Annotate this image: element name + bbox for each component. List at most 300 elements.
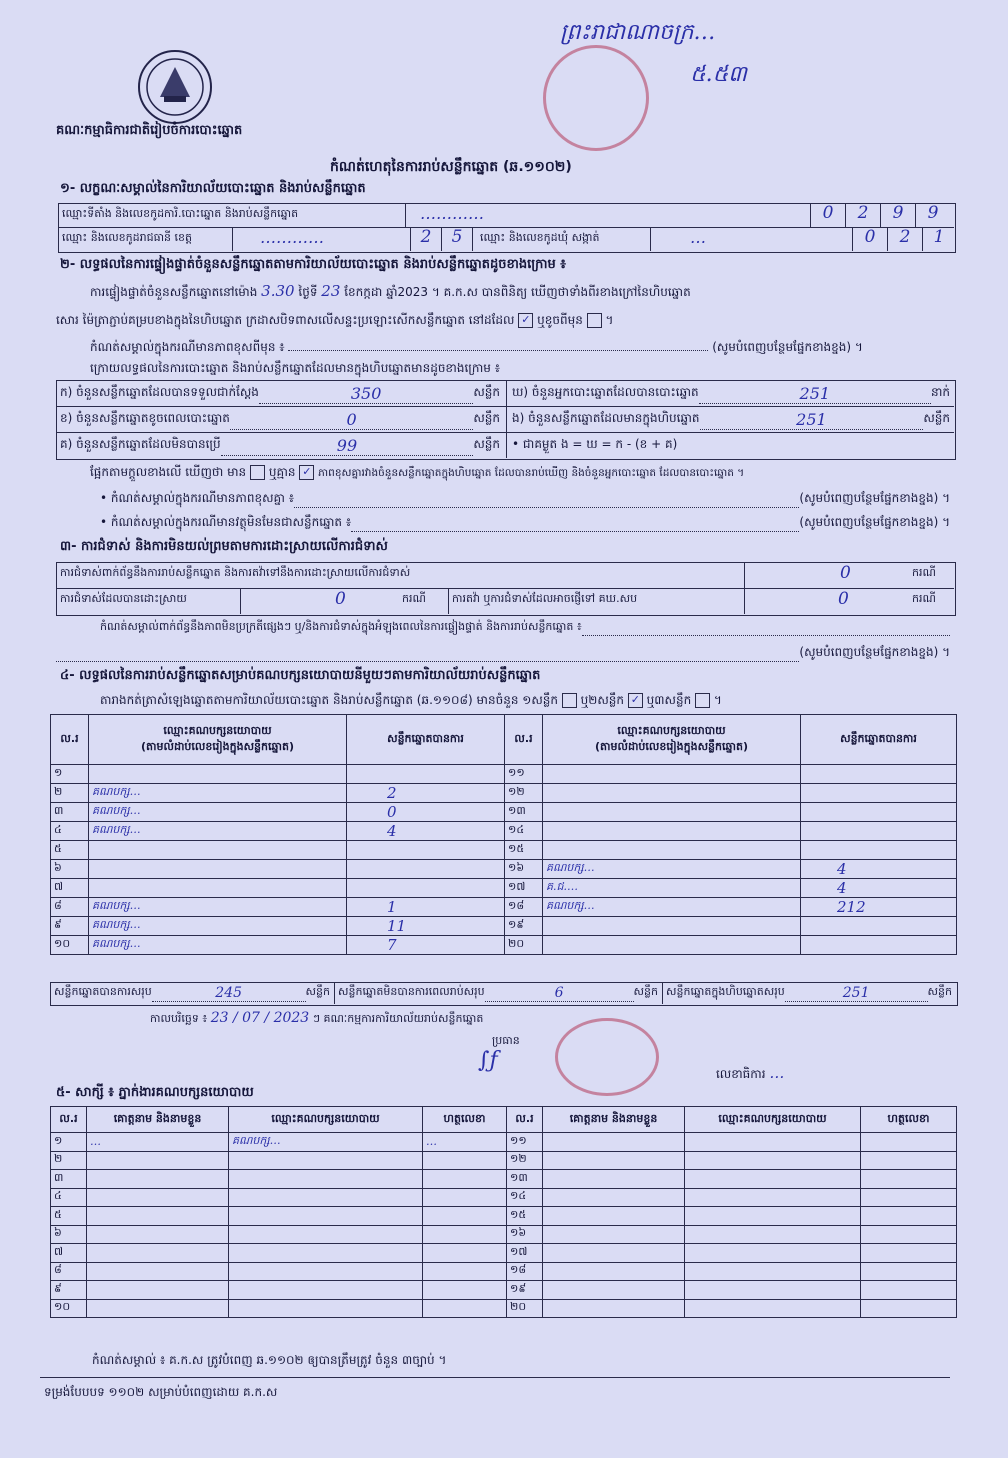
witness-name bbox=[87, 1170, 229, 1189]
nec-emblem-icon bbox=[140, 52, 210, 122]
table-row bbox=[51, 1207, 957, 1226]
objection-label: ការជំទាស់ពាក់ព័ន្ធនឹងការរាប់សន្លឹកឆ្នោត និងការតវ៉ាទៅនឹងការដោះស្រាយលើការជំទាស់ bbox=[60, 566, 411, 579]
row-no: ៣ bbox=[51, 803, 89, 822]
item-d-unit: នាក់ bbox=[930, 385, 950, 399]
party-name: គណបក្ស… bbox=[89, 784, 347, 803]
col-party-left-title: ឈ្មោះគណបក្សនយោបាយ bbox=[163, 723, 272, 737]
party-name: គណបក្ស… bbox=[543, 898, 801, 917]
votes: 4 bbox=[347, 822, 505, 841]
table-row bbox=[51, 1299, 957, 1318]
witness-sign bbox=[861, 1225, 957, 1244]
form-title: កំណត់ហេតុនៃការរាប់សន្លឹកឆ្នោត (ឆ.១១០២) bbox=[330, 159, 572, 175]
witness-sign bbox=[861, 1170, 957, 1189]
witness-name bbox=[543, 1170, 685, 1189]
table-row bbox=[51, 917, 957, 936]
witness-party bbox=[229, 1299, 423, 1318]
row-no: ១ bbox=[51, 1133, 87, 1152]
bullet2-label: • កំណត់សម្គាល់ក្នុងករណីមានវត្ថុមិនមែនជាសន្លឹកឆ្នោត ៖ bbox=[100, 515, 352, 529]
item-d-value: 251 bbox=[699, 384, 931, 404]
station-label: ឈ្មោះទីតាំង និងលេខកូដការិ.បោះឆ្នោត និងរាប់សន្លឹកឆ្នោត bbox=[62, 207, 299, 220]
table-row bbox=[51, 1188, 957, 1207]
footnote: កំណត់សម្គាល់ ៖ គ.ក.ស ត្រូវបំពេញ ឆ.១១០២ ឲ្យបានត្រឹមត្រូវ ចំនួន ៣ច្បាប់ ។ bbox=[92, 1353, 447, 1367]
total-valid-value: 245 bbox=[152, 985, 306, 1002]
intro-b: ថ្ងៃទី bbox=[298, 285, 318, 299]
table-row bbox=[51, 803, 957, 822]
row-no: ១៧ bbox=[507, 1244, 543, 1263]
row-no: ១០ bbox=[51, 936, 89, 955]
witness-sign bbox=[423, 1225, 507, 1244]
witness-party bbox=[685, 1299, 861, 1318]
row-no: ៩ bbox=[51, 917, 89, 936]
party-name: គណបក្ស… bbox=[89, 917, 347, 936]
witness-party bbox=[685, 1262, 861, 1281]
section3-note-line2 bbox=[56, 644, 950, 662]
witness-sign bbox=[423, 1170, 507, 1189]
result-row-line1 bbox=[56, 406, 954, 407]
table-row bbox=[51, 1281, 957, 1300]
votes: 1 bbox=[347, 898, 505, 917]
witness-party bbox=[229, 1151, 423, 1170]
col-party-right-sub: (តាមលំដាប់លេខរៀងក្នុងសន្លឹកឆ្នោត) bbox=[595, 739, 748, 753]
handwritten-top-2: ៥.៥៣ bbox=[690, 62, 747, 87]
note-prev-label: កំណត់សម្គាល់ក្នុងករណីមានភាពខុសពីមុន ៖ bbox=[90, 340, 285, 354]
votes: 7 bbox=[347, 936, 505, 955]
note-prev-fill: (សូមបំពេញបន្ថែមផ្នែកខាងខ្នង) ។ bbox=[712, 340, 863, 354]
row-no: ១៤ bbox=[507, 1188, 543, 1207]
section2-intro-line1 bbox=[90, 282, 691, 302]
total-invalid-value: 6 bbox=[485, 985, 634, 1002]
row-no: ១៣ bbox=[505, 803, 543, 822]
president-label: ប្រធាន bbox=[492, 1034, 520, 1047]
official-stamp-bottom bbox=[555, 1018, 659, 1096]
table-row bbox=[51, 822, 957, 841]
results-body bbox=[51, 765, 957, 955]
intro-d: សោរ ម៉ៃត្រាភ្ជាប់គម្របខាងក្នុងនៃហិបឆ្នោត ក្រដាសបិទពាសលើសន្ទះប្រឡោះសើកសន្លឹកឆ្នោត នៅដដែល bbox=[56, 313, 515, 327]
item-b-label: ខ) ចំនួនសន្លឹកឆ្នោតខូចពេលបោះឆ្នោត bbox=[60, 411, 230, 425]
item-d-label: ឃ) ចំនួនអ្នកបោះឆ្នោតដែលបានបោះឆ្នោត bbox=[512, 385, 699, 399]
col-no-right: ល.រ bbox=[505, 715, 543, 765]
row-no: ២០ bbox=[507, 1299, 543, 1318]
party-name: គណបក្ស… bbox=[89, 822, 347, 841]
result-intro: ក្រោយលទ្ធផលនៃការបោះឆ្នោត និងរាប់សន្លឹកឆ្នោតដែលមានក្នុងហិបឆ្នោតមានដូចខាងក្រោម ៖ bbox=[90, 361, 500, 375]
row-no: ៨ bbox=[51, 898, 89, 917]
votes: 4 bbox=[801, 879, 957, 898]
day-value: 23 bbox=[321, 282, 341, 300]
row-no: ១៨ bbox=[507, 1262, 543, 1281]
witness-sign bbox=[861, 1262, 957, 1281]
item-e-value: 251 bbox=[700, 410, 924, 430]
footer-rule bbox=[40, 1377, 950, 1378]
commune-code-digit: 0 bbox=[852, 227, 887, 251]
section3-note-dots bbox=[582, 620, 950, 636]
witness-name bbox=[543, 1262, 685, 1281]
section3-heading: ៣- ការជំទាស់ និងការមិនយល់ព្រមតាមការដោះស្រាយលើការជំទាស់ bbox=[60, 539, 388, 554]
table-row bbox=[51, 765, 957, 784]
commission-name: គណៈកម្មាធិការជាតិរៀបចំការបោះឆ្នោត bbox=[56, 123, 243, 138]
w-col-no-right: ល.រ bbox=[507, 1107, 543, 1133]
station-code-digit: 0 bbox=[810, 203, 845, 227]
witness-name bbox=[87, 1244, 229, 1263]
commune-code-digit: 2 bbox=[887, 227, 922, 251]
witness-name bbox=[87, 1299, 229, 1318]
total-valid-unit: សន្លឹក bbox=[305, 985, 330, 998]
date-value: 23 / 07 / 2023 bbox=[210, 1010, 310, 1026]
witness-sign bbox=[423, 1281, 507, 1300]
votes: 11 bbox=[347, 917, 505, 936]
item-c bbox=[60, 436, 500, 456]
witness-name bbox=[543, 1244, 685, 1263]
province-code-boxes bbox=[410, 227, 473, 251]
votes bbox=[801, 936, 957, 955]
result-row-line2 bbox=[56, 432, 954, 433]
party-name bbox=[543, 936, 801, 955]
table-row bbox=[51, 1151, 957, 1170]
appeal-value: 0 bbox=[838, 589, 849, 609]
totals-sep2 bbox=[662, 982, 663, 1004]
commune-code-digit: 1 bbox=[922, 227, 955, 251]
row-no: ១២ bbox=[507, 1151, 543, 1170]
total-box-unit: សន្លឹក bbox=[927, 985, 952, 998]
table-row bbox=[51, 1133, 957, 1152]
section4-intro-text: តារាងកត់ត្រាសំឡេងឆ្នោតតាមការិយាល័យបោះឆ្នោត និងរាប់សន្លឹកឆ្នោត (ឆ.១១០៨) មានចំនួន ១សន្លឹក bbox=[100, 693, 558, 707]
date-label: កាលបរិច្ឆេទ ៖ bbox=[150, 1012, 208, 1025]
three-sheet-checkbox[interactable] bbox=[695, 693, 710, 708]
compare-a: ផ្អែកតាមក្តួលខាងលើ ឃើញថា មាន bbox=[90, 465, 247, 479]
item-d bbox=[512, 384, 950, 404]
objection-value: 0 bbox=[840, 563, 851, 583]
item-b bbox=[60, 410, 500, 430]
party-name bbox=[89, 765, 347, 784]
nec-logo bbox=[138, 50, 212, 124]
witness-sign bbox=[861, 1188, 957, 1207]
section2-intro-line2: សោរ ម៉ៃត្រាភ្ជាប់គម្របខាងក្នុងនៃហិបឆ្នោត ក្រដាសបិទពាសលើសន្ទះប្រឡោះសើកសន្លឹកឆ្នោត នៅដដែល ✓ ឬខូចពីមុន ។ bbox=[56, 313, 614, 327]
witness-party bbox=[229, 1188, 423, 1207]
handwritten-top-1: ព្រះរាជាណាចក្រ… bbox=[560, 20, 716, 45]
table-row bbox=[51, 1170, 957, 1189]
row-no: ១២ bbox=[505, 784, 543, 803]
row-no: ១៤ bbox=[505, 822, 543, 841]
votes: 2 bbox=[347, 784, 505, 803]
resolved-sep2 bbox=[448, 588, 449, 614]
section1-heading: ១- លក្ខណៈសម្គាល់នៃការិយាល័យបោះឆ្នោត និងរាប់សន្លឹកឆ្នោត bbox=[60, 181, 366, 196]
compare-line bbox=[90, 464, 960, 482]
party-name bbox=[543, 784, 801, 803]
party-name bbox=[543, 765, 801, 784]
party-name bbox=[543, 803, 801, 822]
total-valid bbox=[54, 985, 330, 1002]
votes bbox=[801, 822, 957, 841]
station-code-digit: 2 bbox=[845, 203, 880, 227]
appeal-label: ការតវ៉ា ឬការជំទាស់ដែលអាចផ្ញើទៅ គឃ.សប bbox=[452, 592, 638, 605]
votes bbox=[801, 803, 957, 822]
row-no: ១៩ bbox=[507, 1281, 543, 1300]
row-no: ១៩ bbox=[505, 917, 543, 936]
witness-name bbox=[543, 1133, 685, 1152]
section3-note-fill: (សូមបំពេញបន្ថែមផ្នែកខាងខ្នង) ។ bbox=[799, 645, 950, 659]
secretary-name: … bbox=[769, 1064, 785, 1082]
resolved-sep bbox=[240, 588, 241, 614]
two-sheet-label: ឬ២សន្លឹក bbox=[580, 693, 625, 707]
w-col-name-left: គោត្តនាម និងនាមខ្លួន bbox=[87, 1107, 229, 1133]
witness-sign bbox=[423, 1151, 507, 1170]
party-name: គណបក្ស… bbox=[89, 936, 347, 955]
secretary-label: លេខាធិការ bbox=[716, 1067, 766, 1081]
item-e-unit: សន្លឹក bbox=[923, 411, 950, 425]
section3-row-line bbox=[56, 588, 954, 589]
witness-name bbox=[87, 1207, 229, 1226]
row-no: ២ bbox=[51, 1151, 87, 1170]
w-col-name-right: គោត្តនាម និងនាមខ្លួន bbox=[543, 1107, 685, 1133]
section3-note-label: កំណត់សម្គាល់ពាក់ព័ន្ធនឹងភាពមិនប្រក្រតីផ្សេងៗ ឬ/និងការជំទាស់ក្នុងអំឡុងពេលនៃការផ្ទៀងផ្ទាត់ និងការរាប់សន្លឹកឆ្នោត ៖ bbox=[100, 620, 582, 633]
row-no: ១១ bbox=[507, 1133, 543, 1152]
witness-name bbox=[543, 1299, 685, 1318]
section5-heading: ៥- សាក្សី ៖ ភ្នាក់ងារគណបក្សនយោបាយ bbox=[56, 1085, 254, 1100]
no-difference-checkbox[interactable]: ✓ bbox=[299, 465, 314, 480]
result-col-sep bbox=[506, 380, 507, 458]
col-party-right bbox=[543, 715, 801, 765]
item-a-label: ក) ចំនួនសន្លឹកឆ្នោតដែលបានទទួលជាក់ស្តែង bbox=[60, 385, 259, 399]
witness-name bbox=[87, 1281, 229, 1300]
item-c-label: គ) ចំនួនសន្លឹកឆ្នោតដែលមិនបានប្រើ bbox=[60, 437, 221, 451]
section4-intro: តារាងកត់ត្រាសំឡេងឆ្នោតតាមការិយាល័យបោះឆ្នោត និងរាប់សន្លឹកឆ្នោត (ឆ.១១០៨) មានចំនួន ១សន្លឹក ឬ២សន្លឹក ✓ ឬ៣សន្លឹក ។ bbox=[100, 693, 722, 707]
row-no: ១៨ bbox=[505, 898, 543, 917]
party-name bbox=[89, 879, 347, 898]
w-col-party-right: ឈ្មោះគណបក្សនយោបាយ bbox=[685, 1107, 861, 1133]
witness-name bbox=[87, 1262, 229, 1281]
compare-b: ឬគ្មាន bbox=[268, 465, 296, 479]
section1-divider bbox=[58, 227, 954, 228]
witness-party bbox=[229, 1262, 423, 1281]
witness-name: … bbox=[87, 1133, 229, 1152]
votes bbox=[801, 765, 957, 784]
votes bbox=[347, 860, 505, 879]
witness-name bbox=[87, 1188, 229, 1207]
intro-a: ការផ្ទៀងផ្ទាត់ចំនួនសន្លឹកឆ្នោតនៅម៉ោង bbox=[90, 285, 258, 299]
station-code-digit: 9 bbox=[915, 203, 950, 227]
station-code-boxes bbox=[810, 203, 950, 227]
bullet1-line bbox=[100, 490, 950, 508]
witness-name bbox=[87, 1151, 229, 1170]
totals-sep1 bbox=[334, 982, 335, 1004]
item-c-value: 99 bbox=[221, 436, 474, 456]
three-sheet-label: ឬ៣សន្លឹក bbox=[646, 693, 692, 707]
form-note: ទម្រង់បែបបទ ១១០២ សម្រាប់បំពេញដោយ គ.ក.ស bbox=[44, 1385, 278, 1399]
party-name: គ.ជ.… bbox=[543, 879, 801, 898]
col-no-left: ល.រ bbox=[51, 715, 89, 765]
party-name bbox=[89, 860, 347, 879]
commune-sep bbox=[650, 227, 651, 251]
section3-note bbox=[100, 620, 950, 636]
official-stamp-top bbox=[543, 45, 649, 151]
intact-checkbox[interactable]: ✓ bbox=[518, 313, 533, 328]
total-invalid-label: សន្លឹកឆ្នោតមិនបានការពេលរាប់សរុប bbox=[338, 985, 485, 998]
witness-name bbox=[543, 1207, 685, 1226]
appeal-unit: ករណី bbox=[912, 592, 936, 605]
w-col-sign-left: ហត្ថលេខា bbox=[423, 1107, 507, 1133]
witness-party bbox=[685, 1188, 861, 1207]
note-prev-dots bbox=[288, 350, 708, 351]
table-row bbox=[51, 860, 957, 879]
damaged-checkbox[interactable] bbox=[587, 313, 602, 328]
witness-party bbox=[685, 1151, 861, 1170]
col-party-right-title: ឈ្មោះគណបក្សនយោបាយ bbox=[617, 723, 726, 737]
bullet1-dots bbox=[294, 490, 799, 508]
station-name-value: ………… bbox=[420, 204, 484, 223]
witness-party bbox=[229, 1244, 423, 1263]
witness-sign bbox=[423, 1188, 507, 1207]
row-no: ៤ bbox=[51, 1188, 87, 1207]
row-no: ៦ bbox=[51, 860, 89, 879]
compare-c: ភាពខុសគ្នារវាងចំនួនសន្លឹកឆ្នោតក្នុងហិបឆ្នោត ដែលបានរាប់ឃើញ និងចំនួនអ្នកបោះឆ្នោត ដែលបានបោះឆ្នោត ។ bbox=[318, 467, 745, 479]
witness-party bbox=[685, 1225, 861, 1244]
party-name bbox=[543, 841, 801, 860]
bullet2-dots bbox=[351, 514, 799, 532]
party-name bbox=[543, 917, 801, 936]
witness-sign bbox=[423, 1244, 507, 1263]
president-signature: ∫ƒ bbox=[478, 1048, 498, 1073]
objection-unit: ករណី bbox=[912, 566, 936, 579]
item-a-value: 350 bbox=[259, 384, 473, 404]
table-row bbox=[51, 936, 957, 955]
table-row bbox=[51, 879, 957, 898]
witness-party bbox=[685, 1244, 861, 1263]
date-line bbox=[150, 1010, 483, 1028]
party-name bbox=[89, 841, 347, 860]
section4-heading: ៤- លទ្ធផលនៃការរាប់សន្លឹកឆ្នោតសម្រាប់គណបក្សនយោបាយនីមួយៗតាមការិយាល័យរាប់សន្លឹកឆ្នោត bbox=[60, 668, 541, 683]
votes: 212 bbox=[801, 898, 957, 917]
item-e-label: ង) ចំនួនសន្លឹកឆ្នោតដែលមានក្នុងហិបឆ្នោត bbox=[512, 411, 700, 425]
appeal-sep bbox=[744, 588, 745, 614]
resolved-label: ការជំទាស់ដែលបានដោះស្រាយ bbox=[60, 592, 187, 605]
section3-note-dots2 bbox=[56, 644, 799, 662]
party-name: គណបក្ស… bbox=[89, 803, 347, 822]
station-label-sep bbox=[405, 203, 406, 227]
votes bbox=[347, 879, 505, 898]
resolved-unit: ករណី bbox=[402, 592, 426, 605]
witness-sign: … bbox=[423, 1133, 507, 1152]
row-no: ៧ bbox=[51, 879, 89, 898]
row-no: ១៦ bbox=[507, 1225, 543, 1244]
province-sep bbox=[232, 227, 233, 251]
commune-label: ឈ្មោះ និងលេខកូដឃុំ សង្កាត់ bbox=[480, 231, 600, 244]
witness-name bbox=[87, 1225, 229, 1244]
witness-party bbox=[229, 1207, 423, 1226]
row-no: ១៣ bbox=[507, 1170, 543, 1189]
witness-sign bbox=[861, 1151, 957, 1170]
table-row bbox=[51, 1225, 957, 1244]
row-no: ៥ bbox=[51, 1207, 87, 1226]
row-no: ១៥ bbox=[507, 1207, 543, 1226]
commune-value: … bbox=[690, 228, 706, 247]
objection-sep bbox=[744, 562, 745, 588]
table-row bbox=[51, 1244, 957, 1263]
item-c-unit: សន្លឹក bbox=[473, 437, 500, 451]
province-label: ឈ្មោះ និងលេខកូដរាជធានី ខេត្ត bbox=[62, 231, 192, 244]
col-party-left bbox=[89, 715, 347, 765]
row-no: ១១ bbox=[505, 765, 543, 784]
w-col-party-left: ឈ្មោះគណបក្សនយោបាយ bbox=[229, 1107, 423, 1133]
witness-party bbox=[229, 1225, 423, 1244]
row-no: ៩ bbox=[51, 1281, 87, 1300]
total-valid-label: សន្លឹកឆ្នោតបានការសរុប bbox=[54, 985, 152, 998]
votes bbox=[801, 841, 957, 860]
item-b-unit: សន្លឹក bbox=[473, 411, 500, 425]
party-name bbox=[543, 822, 801, 841]
witness-party bbox=[685, 1133, 861, 1152]
row-no: ១៦ bbox=[505, 860, 543, 879]
table-row bbox=[51, 1262, 957, 1281]
votes bbox=[347, 841, 505, 860]
witness-party bbox=[229, 1170, 423, 1189]
commune-code-boxes bbox=[852, 227, 955, 251]
row-no: ១ bbox=[51, 765, 89, 784]
votes bbox=[801, 784, 957, 803]
time-value: 3.30 bbox=[261, 282, 295, 300]
party-name: គណបក្ស… bbox=[543, 860, 801, 879]
row-no: ១០ bbox=[51, 1299, 87, 1318]
row-no: ៤ bbox=[51, 822, 89, 841]
total-invalid-unit: សន្លឹក bbox=[633, 985, 658, 998]
row-no: ៦ bbox=[51, 1225, 87, 1244]
resolved-value: 0 bbox=[335, 589, 346, 609]
two-sheet-checkbox[interactable]: ✓ bbox=[628, 693, 643, 708]
witness-name bbox=[543, 1225, 685, 1244]
table-row bbox=[51, 841, 957, 860]
intro-c: ខែកក្កដា ឆ្នាំ2023 ។ គ.ក.ស បានពិនិត្យ ឃើញថាទាំងពីរខាងក្រៅនៃហិបឆ្នោត bbox=[344, 285, 691, 299]
witness-party bbox=[685, 1281, 861, 1300]
sign-label: ៗ គណៈកម្មការការិយាល័យរាប់សន្លឹកឆ្នោត bbox=[312, 1012, 484, 1025]
section2-heading: ២- លទ្ធផលនៃការផ្ទៀងផ្ទាត់ចំនួនសន្លឹកឆ្នោតតាមការិយាល័យបោះឆ្នោត និងរាប់សន្លឹកឆ្នោតដូចខាងក្រោម ៖ bbox=[60, 257, 566, 272]
bullet2-fill: (សូមបំពេញបន្ថែមផ្នែកខាងខ្នង) ។ bbox=[799, 515, 950, 529]
witness-party bbox=[685, 1207, 861, 1226]
row-no: ៨ bbox=[51, 1262, 87, 1281]
item-formula: • ជាគម្ងួត ង = ឃ = ក - (ខ + គ) bbox=[512, 437, 678, 451]
votes: 4 bbox=[801, 860, 957, 879]
one-sheet-checkbox[interactable] bbox=[562, 693, 577, 708]
witness-sign bbox=[861, 1299, 957, 1318]
row-no: ១៧ bbox=[505, 879, 543, 898]
row-no: ២ bbox=[51, 784, 89, 803]
witness-name bbox=[543, 1281, 685, 1300]
witness-body bbox=[51, 1133, 957, 1318]
item-a-unit: សន្លឹក bbox=[473, 385, 500, 399]
col-votes-right: សន្លឹកឆ្នោតបានការ bbox=[801, 715, 957, 765]
station-code-digit: 9 bbox=[880, 203, 915, 227]
secretary-line bbox=[716, 1064, 784, 1084]
item-b-value: 0 bbox=[230, 410, 473, 430]
witness-sign bbox=[861, 1281, 957, 1300]
witness-sign bbox=[423, 1207, 507, 1226]
total-invalid bbox=[338, 985, 658, 1002]
results-table bbox=[50, 714, 957, 955]
table-row bbox=[51, 898, 957, 917]
province-value: ………… bbox=[260, 228, 324, 247]
table-row bbox=[51, 784, 957, 803]
witness-party bbox=[685, 1170, 861, 1189]
witness-party: គណបក្ស… bbox=[229, 1133, 423, 1152]
witness-name bbox=[543, 1188, 685, 1207]
witness-table bbox=[50, 1106, 957, 1318]
has-difference-checkbox[interactable] bbox=[250, 465, 265, 480]
row-no: ៥ bbox=[51, 841, 89, 860]
bullet2-line bbox=[100, 514, 950, 532]
witness-name bbox=[543, 1151, 685, 1170]
row-no: ៣ bbox=[51, 1170, 87, 1189]
witness-sign bbox=[423, 1262, 507, 1281]
w-col-sign-right: ហត្ថលេខា bbox=[861, 1107, 957, 1133]
witness-sign bbox=[861, 1133, 957, 1152]
total-box-label: សន្លឹកឆ្នោតក្នុងហិបឆ្នោតសរុប bbox=[666, 985, 785, 998]
